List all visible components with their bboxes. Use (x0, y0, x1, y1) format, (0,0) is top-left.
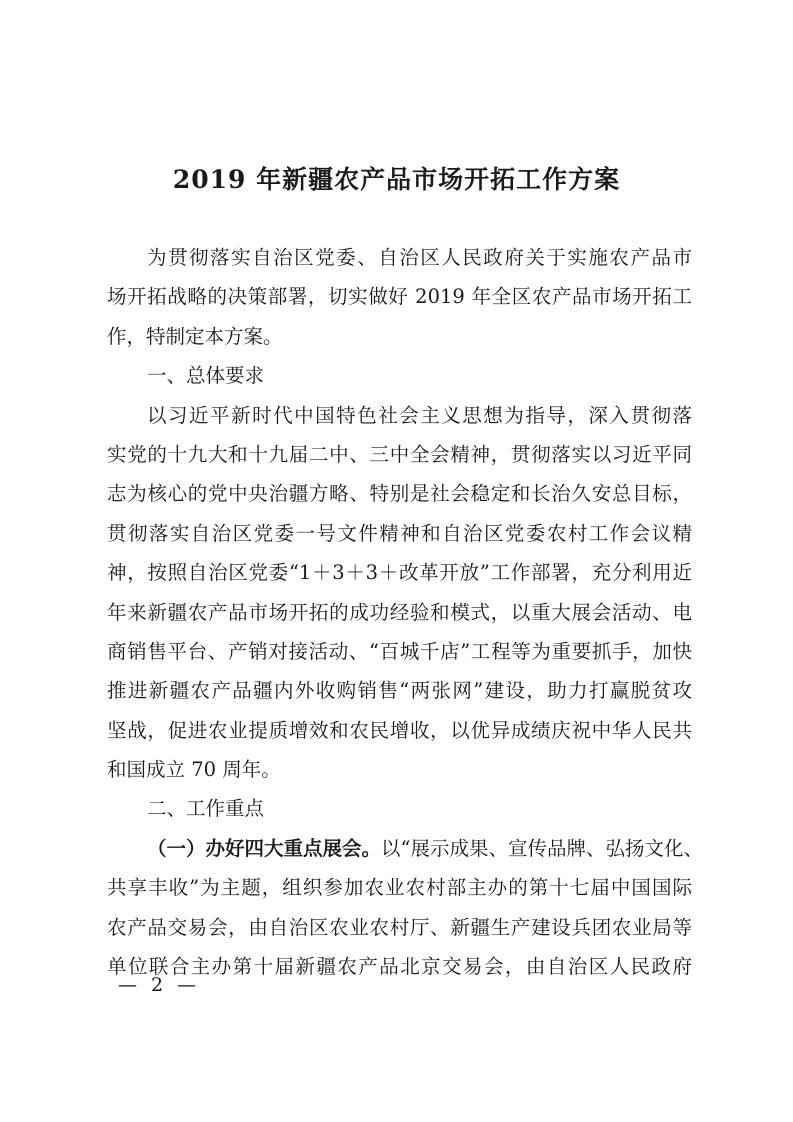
section-1-line-6: 年来新疆农产品市场开拓的成功经验和模式，以重大展会活动、电 (107, 600, 692, 624)
section-1-line-4: 贯彻落实自治区党委一号文件精神和自治区党委农村工作会议精 (107, 521, 692, 545)
section-1-line-1: 以习近平新时代中国特色社会主义思想为指导，深入贯彻落 (147, 403, 692, 427)
section-1-line-2: 实党的十九大和十九届二中、三中全会精神，贯彻落实以习近平同 (107, 442, 692, 466)
item-1-first-text: 以“展示成果、宣传品牌、弘扬文化、 (381, 836, 703, 860)
section-1-heading: 一、总体要求 (147, 364, 265, 388)
section-1-line-5: 神，按照自治区党委“1＋3＋3＋改革开放”工作部署，充分利用近 (107, 561, 692, 585)
document-title: 2019 年新疆农产品市场开拓工作方案 (172, 165, 621, 194)
intro-line-3: 作，特制定本方案。 (107, 324, 283, 348)
item-1-line-2: 共享丰收”为主题，组织参加农业农村部主办的第十七届中国国际 (107, 876, 692, 900)
section-1-line-9: 坚战，促进农业提质增效和农民增收，以优异成绩庆祝中华人民共 (107, 718, 692, 742)
item-1-line-3: 农产品交易会，由自治区农业农村厅、新疆生产建设兵团农业局等 (107, 915, 692, 939)
item-1-heading: （一）办好四大重点展会。 (147, 836, 382, 860)
intro-line-1: 为贯彻落实自治区党委、自治区人民政府关于实施农产品市 (147, 246, 692, 269)
section-1-line-8: 推进新疆农产品疆内外收购销售“两张网”建设，助力打赢脱贫攻 (107, 679, 692, 703)
intro-line-2: 场开拓战略的决策部署，切实做好 2019 年全区农产品市场开拓工 (107, 285, 692, 309)
document-body (107, 238, 703, 986)
item-1-line-1 (107, 829, 703, 868)
item-1-line-4: 单位联合主办第十届新疆农产品北京交易会，由自治区人民政府 (107, 955, 692, 979)
section-2-heading: 二、工作重点 (147, 797, 265, 821)
section-1-line-10: 和国成立 70 周年。 (107, 758, 281, 782)
section-1-line-3: 志为核心的党中央治疆方略、特别是社会稳定和长治久安总目标， (107, 482, 692, 506)
section-1-line-7: 商销售平台、产销对接活动、“百城千店”工程等为重要抓手，加快 (107, 639, 692, 663)
page-number: — 2 — (118, 974, 201, 996)
